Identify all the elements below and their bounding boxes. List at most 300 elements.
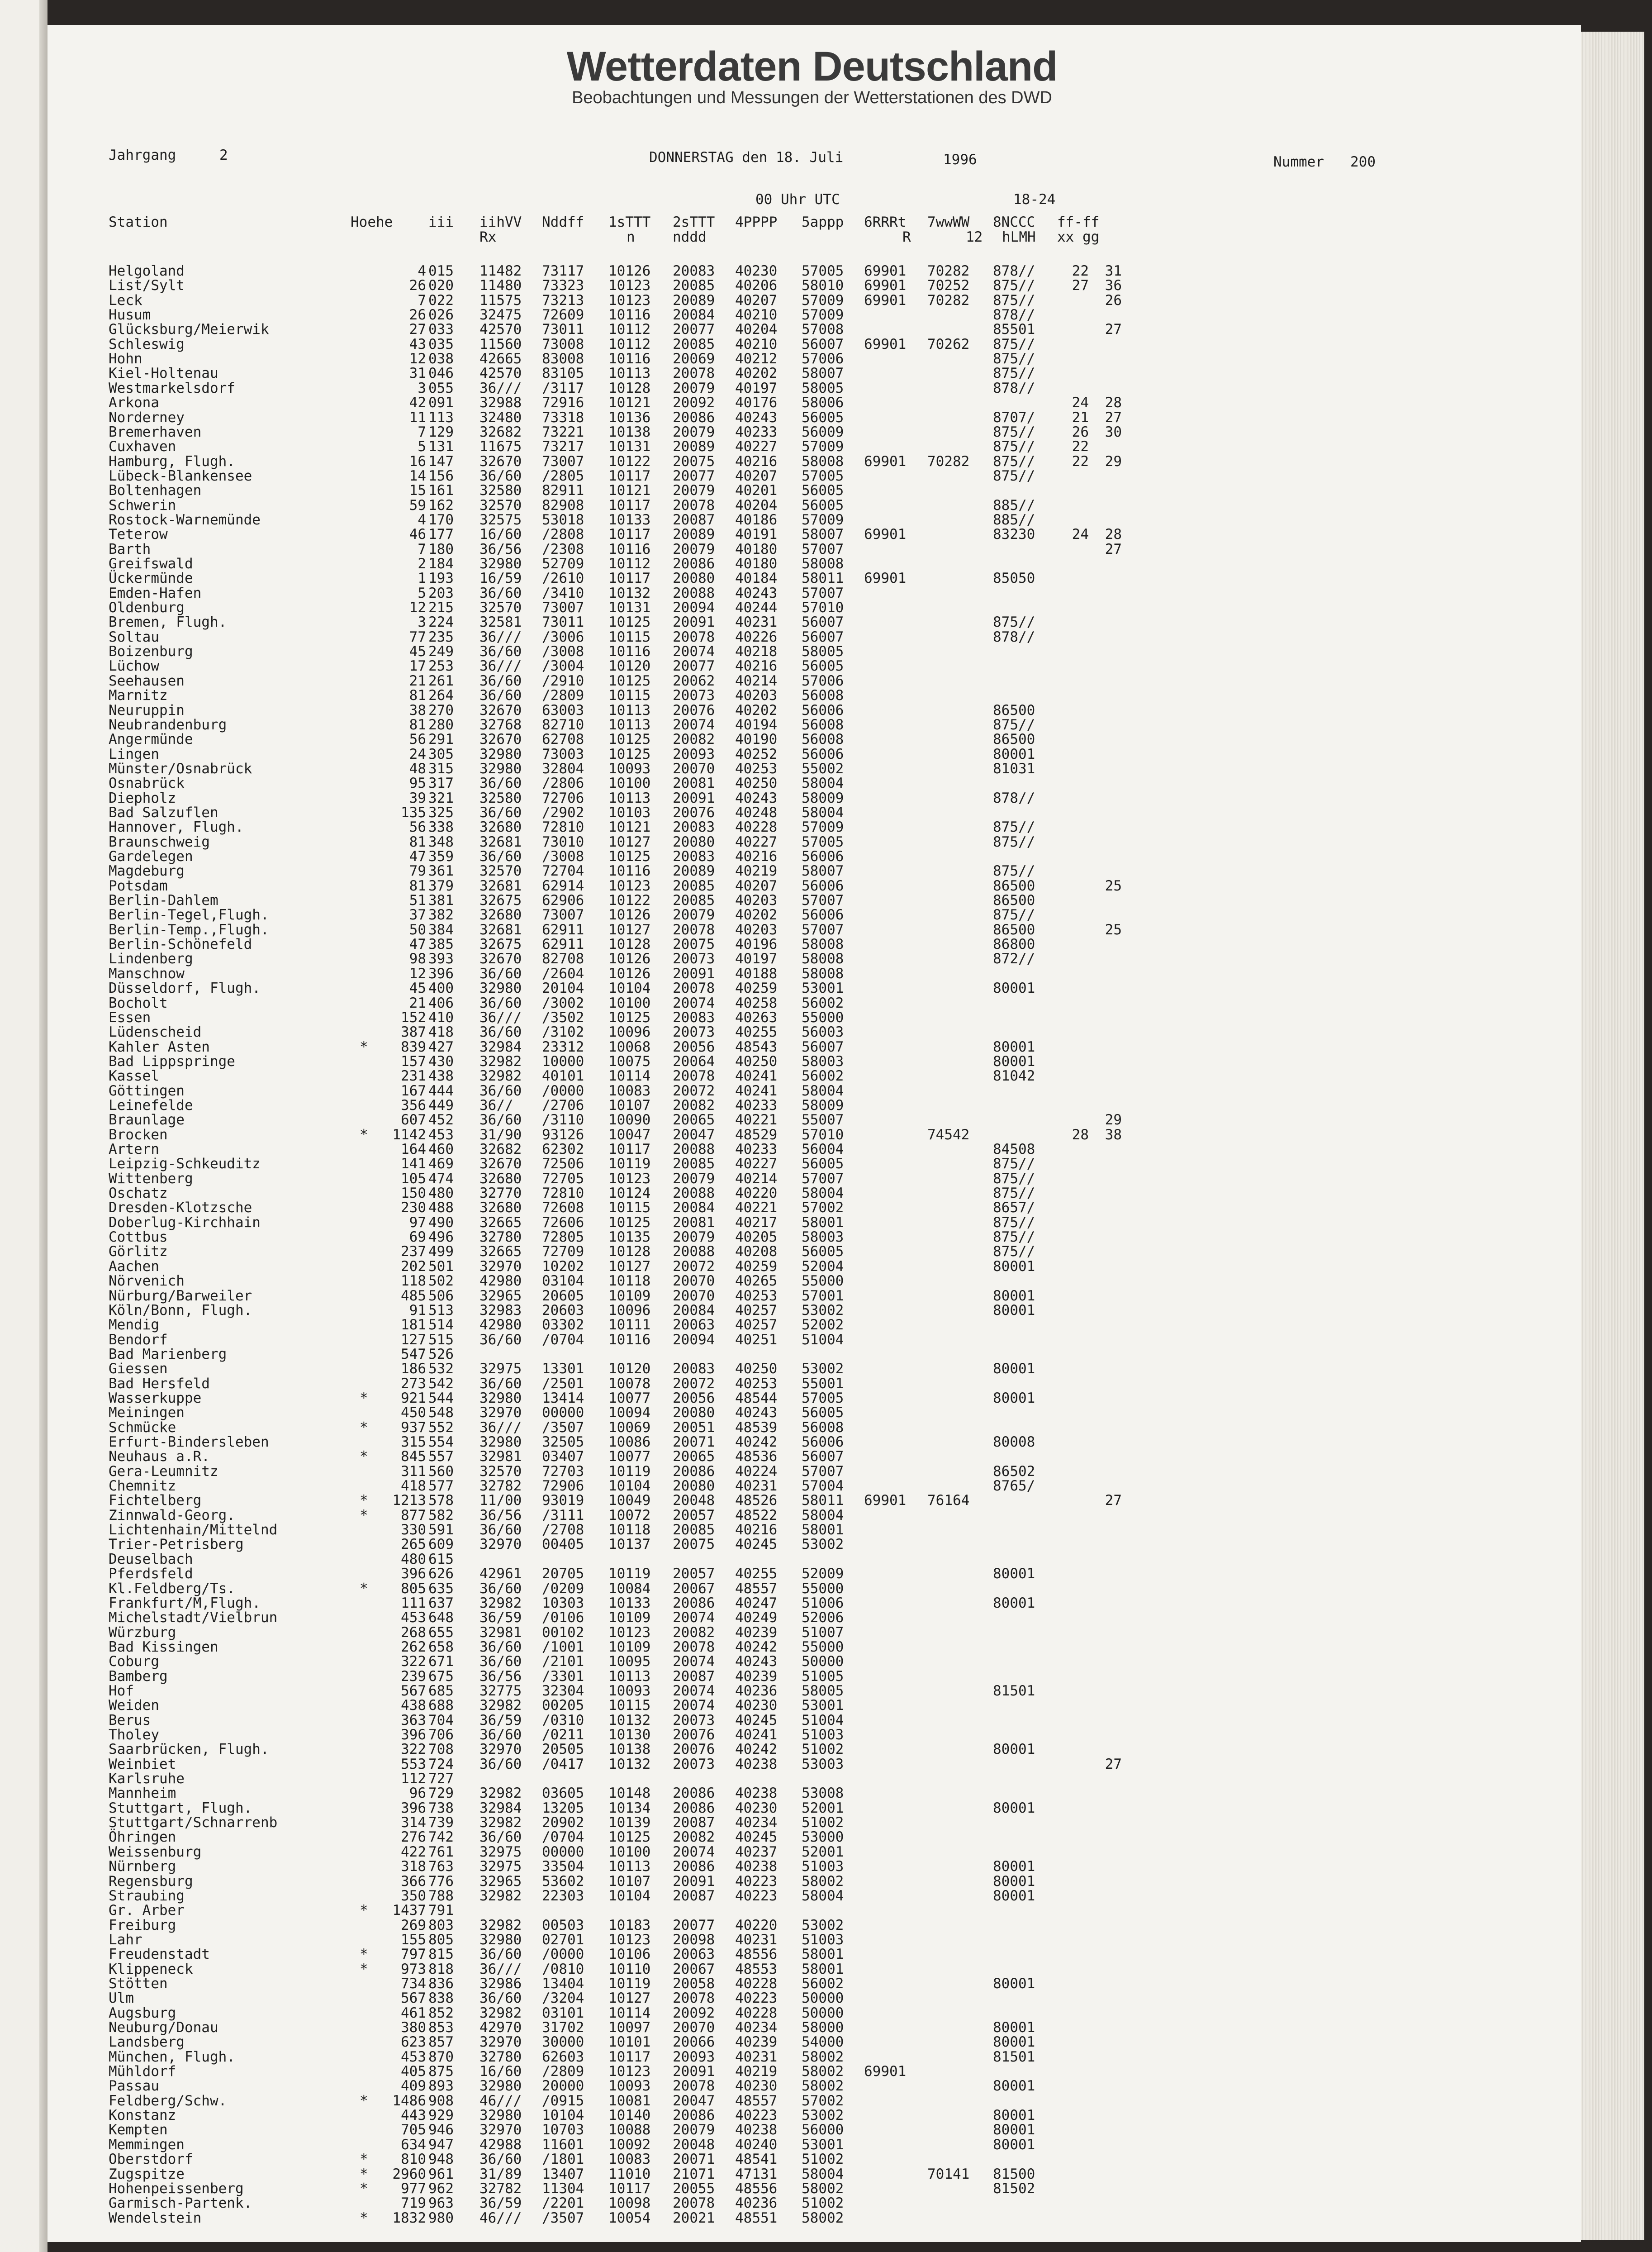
5appp-value: 57005 (802, 467, 844, 484)
2sttt-value: 20073 (673, 951, 715, 967)
iihvv-value: 32575 (479, 511, 522, 528)
2sttt-value: 20076 (673, 1741, 715, 1758)
iihvv-value: 36/60 (479, 1727, 522, 1743)
1sttt-value: 10078 (608, 1375, 651, 1392)
ff-gg-value: 38 (1105, 1126, 1122, 1143)
2sttt-value: 20089 (673, 438, 715, 455)
station-name: Straubing (109, 1887, 185, 1904)
7wwww-value: 70262 (927, 336, 970, 352)
iihvv-value: 32980 (479, 1390, 522, 1406)
nddff-value: 20605 (542, 1287, 584, 1304)
5appp-value: 57009 (802, 307, 844, 324)
station-name: Gardelegen (109, 848, 193, 865)
hoehe-value: 547 (401, 1346, 426, 1362)
iihvv-value: 11480 (479, 277, 522, 294)
2sttt-value: 20087 (673, 511, 715, 528)
1sttt-value: 10097 (608, 2019, 651, 2036)
station-name: Stuttgart, Flugh. (109, 1800, 252, 1816)
5appp-value: 58004 (802, 1887, 844, 1904)
nddff-value: 33504 (542, 1858, 584, 1875)
iihvv-value: 36// (479, 1097, 513, 1114)
station-name: Berlin-Schönefeld (109, 936, 252, 953)
1sttt-value: 10104 (608, 1478, 651, 1495)
4pppp-value: 40216 (735, 658, 778, 675)
1sttt-value: 10110 (608, 1961, 651, 1977)
station-name: Köln/Bonn, Flugh. (109, 1302, 252, 1319)
nddff-value: 73117 (542, 263, 584, 279)
alpine-marker: * (360, 1961, 368, 1977)
4pppp-value: 40203 (735, 892, 778, 909)
1sttt-value: 10117 (608, 1141, 651, 1157)
iihvv-value: 32680 (479, 907, 522, 924)
iii-value: 708 (428, 1741, 454, 1758)
1sttt-value: 10126 (608, 951, 651, 967)
5appp-value: 52009 (802, 1566, 844, 1582)
2sttt-value: 20094 (673, 1331, 715, 1348)
iihvv-value: 32975 (479, 1361, 522, 1377)
8nccc-value: 80001 (993, 1053, 1035, 1070)
5appp-value: 56008 (802, 1419, 844, 1436)
nddff-value: /3102 (542, 1024, 584, 1041)
4pppp-value: 40206 (735, 277, 778, 294)
1sttt-value: 10121 (608, 482, 651, 499)
iihvv-value: 32681 (479, 921, 522, 938)
5appp-value: 56006 (802, 1434, 844, 1450)
nddff-value: /0915 (542, 2092, 584, 2109)
1sttt-value: 10116 (608, 643, 651, 660)
iii-value: 224 (428, 614, 454, 631)
col-12: 12 (966, 229, 983, 245)
7wwww-value: 70141 (927, 2166, 970, 2182)
5appp-value: 53001 (802, 980, 844, 997)
2sttt-value: 20082 (673, 1624, 715, 1641)
alpine-marker: * (360, 1580, 368, 1597)
iihvv-value: 36/60 (479, 687, 522, 704)
station-name: Öhringen (109, 1829, 176, 1846)
5appp-value: 57007 (802, 585, 844, 601)
station-name: Hannover, Flugh. (109, 819, 244, 836)
station-name: Norderney (109, 409, 185, 426)
2sttt-value: 20082 (673, 1829, 715, 1846)
1sttt-value: 10077 (608, 1448, 651, 1465)
5appp-value: 58003 (802, 1053, 844, 1070)
4pppp-value: 40227 (735, 438, 778, 455)
1sttt-value: 10086 (608, 1434, 651, 1450)
5appp-value: 58001 (802, 1946, 844, 1963)
iihvv-value: 32682 (479, 1141, 522, 1157)
station-name: Berlin-Temp.,Flugh. (109, 921, 269, 938)
station-name: Göttingen (109, 1082, 185, 1099)
2sttt-value: 20085 (673, 892, 715, 909)
2sttt-value: 20073 (673, 1756, 715, 1772)
ff-gg-value: 29 (1105, 1112, 1122, 1128)
8nccc-value: 80001 (993, 1741, 1035, 1758)
iii-value: 980 (428, 2209, 454, 2226)
1sttt-value: 10093 (608, 760, 651, 777)
iihvv-value: 32965 (479, 1287, 522, 1304)
iihvv-value: 32982 (479, 1887, 522, 1904)
4pppp-value: 40243 (735, 585, 778, 601)
5appp-value: 57009 (802, 511, 844, 528)
5appp-value: 51002 (802, 2195, 844, 2212)
iii-value: 532 (428, 1361, 454, 1377)
station-name: Oberstdorf (109, 2151, 193, 2168)
iihvv-value: 36/60 (479, 775, 522, 792)
1sttt-value: 10114 (608, 1068, 651, 1085)
station-name: Stötten (109, 1975, 168, 1992)
iihvv-value: 32475 (479, 307, 522, 324)
iii-value: 526 (428, 1346, 454, 1362)
5appp-value: 57005 (802, 833, 844, 850)
1sttt-value: 10135 (608, 1229, 651, 1246)
nddff-value: /0704 (542, 1829, 584, 1846)
iii-value: 836 (428, 1975, 454, 1992)
2sttt-value: 20089 (673, 526, 715, 543)
station-name: Neuburg/Donau (109, 2019, 218, 2036)
4pppp-value: 40234 (735, 2019, 778, 2036)
2sttt-value: 20089 (673, 863, 715, 880)
hoehe-value: 4 (418, 263, 426, 279)
1sttt-value: 10116 (608, 863, 651, 880)
station-name: Hamburg, Flugh. (109, 453, 235, 470)
nddff-value: 72805 (542, 1229, 584, 1246)
4pppp-value: 40184 (735, 570, 778, 587)
station-name: Gera-Leumnitz (109, 1463, 218, 1480)
5appp-value: 58009 (802, 1097, 844, 1114)
1sttt-value: 10123 (608, 877, 651, 894)
4pppp-value: 40205 (735, 1229, 778, 1246)
1sttt-value: 10113 (608, 1858, 651, 1875)
2sttt-value: 20079 (673, 1229, 715, 1246)
2sttt-value: 20074 (673, 1697, 715, 1714)
8nccc-value: 80001 (993, 1858, 1035, 1875)
nddff-value: 82911 (542, 482, 584, 499)
station-name: Brocken (109, 1126, 168, 1143)
5appp-value: 50000 (802, 2004, 844, 2021)
1sttt-value: 10140 (608, 2107, 651, 2124)
5appp-value: 58010 (802, 277, 844, 294)
nddff-value: /2902 (542, 804, 584, 821)
5appp-value: 58008 (802, 453, 844, 470)
iii-value: 552 (428, 1419, 454, 1436)
2sttt-value: 20087 (673, 1814, 715, 1831)
5appp-value: 52006 (802, 1609, 844, 1626)
station-name: Soltau (109, 628, 159, 645)
2sttt-value: 20067 (673, 1580, 715, 1597)
nddff-value: /3117 (542, 380, 584, 396)
iihvv-value: 36/59 (479, 2195, 522, 2212)
1sttt-value: 10093 (608, 1682, 651, 1699)
2sttt-value: 20091 (673, 614, 715, 631)
hoehe-value: 380 (401, 2019, 426, 2036)
2sttt-value: 20076 (673, 1727, 715, 1743)
4pppp-value: 40239 (735, 1624, 778, 1641)
iihvv-value: 36/56 (479, 541, 522, 557)
4pppp-value: 40255 (735, 1566, 778, 1582)
4pppp-value: 40234 (735, 1814, 778, 1831)
nddff-value: 03605 (542, 1785, 584, 1802)
nddff-value: 73318 (542, 409, 584, 426)
5appp-value: 56008 (802, 687, 844, 704)
station-name: Dresden-Klotzsche (109, 1200, 252, 1216)
station-name: Bad Salzuflen (109, 804, 218, 821)
nddff-value: 73007 (542, 907, 584, 924)
5appp-value: 58005 (802, 380, 844, 396)
4pppp-value: 40228 (735, 1975, 778, 1992)
7wwww-value: 70282 (927, 292, 970, 309)
previous-page-sliver (0, 0, 47, 2252)
nddff-value: 10000 (542, 1053, 584, 1070)
nddff-value: 13407 (542, 2166, 584, 2182)
hoehe-value: 322 (401, 1741, 426, 1758)
1sttt-value: 10123 (608, 1624, 651, 1641)
2sttt-value: 20084 (673, 307, 715, 324)
iii-value: 215 (428, 600, 454, 616)
2sttt-value: 20070 (673, 1273, 715, 1290)
hoehe-value: 181 (401, 1317, 426, 1333)
8nccc-value: 875// (993, 1156, 1035, 1172)
iii-value: 582 (428, 1507, 454, 1524)
1sttt-value: 10107 (608, 1097, 651, 1114)
iii-value: 729 (428, 1785, 454, 1802)
iii-value: 264 (428, 687, 454, 704)
hoehe-value: 387 (401, 1024, 426, 1041)
4pppp-value: 40243 (735, 409, 778, 426)
nddff-value: 00000 (542, 1405, 584, 1421)
4pppp-value: 40242 (735, 1638, 778, 1655)
iii-value: 724 (428, 1756, 454, 1772)
iii-value: 410 (428, 1009, 454, 1026)
station-name: Augsburg (109, 2004, 176, 2021)
iihvv-value: 36/60 (479, 1024, 522, 1041)
2sttt-value: 20088 (673, 585, 715, 601)
iii-value: 815 (428, 1946, 454, 1963)
iii-value: 514 (428, 1317, 454, 1333)
iihvv-value: 32986 (479, 1975, 522, 1992)
iii-value: 803 (428, 1917, 454, 1933)
8nccc-value: 875// (993, 424, 1035, 440)
8nccc-value: 875// (993, 1185, 1035, 1202)
8nccc-value: 80001 (993, 1873, 1035, 1890)
7wwww-value: 70252 (927, 277, 970, 294)
1sttt-value: 10113 (608, 716, 651, 733)
station-name: Lahr (109, 1931, 142, 1948)
8nccc-value: 885// (993, 497, 1035, 514)
8nccc-value: 85501 (993, 321, 1035, 338)
5appp-value: 51005 (802, 1668, 844, 1685)
iihvv-value: 36/60 (479, 1522, 522, 1538)
1sttt-value: 10125 (608, 1214, 651, 1231)
ff-gg-value: 31 (1105, 263, 1122, 279)
hoehe-value: 231 (401, 1068, 426, 1085)
2sttt-value: 21071 (673, 2166, 715, 2182)
hoehe-value: 12 (409, 351, 426, 367)
iii-value: 162 (428, 497, 454, 514)
nummer-label: Nummer (1273, 154, 1324, 170)
hoehe-value: 366 (401, 1873, 426, 1890)
iii-value: 591 (428, 1522, 454, 1538)
col-hlmh: hLMH (1002, 229, 1036, 245)
iihvv-value: 36/56 (479, 1507, 522, 1524)
iii-value: 427 (428, 1038, 454, 1055)
station-name: Bad Kissingen (109, 1638, 218, 1655)
2sttt-value: 20079 (673, 1170, 715, 1187)
ff-xx-value: 22 (1072, 453, 1089, 470)
4pppp-value: 40221 (735, 1112, 778, 1128)
nddff-value: /0310 (542, 1712, 584, 1728)
iii-value: 203 (428, 585, 454, 601)
nddff-value: 00503 (542, 1917, 584, 1933)
5appp-value: 58004 (802, 1185, 844, 1202)
4pppp-value: 40231 (735, 614, 778, 631)
4pppp-value: 40238 (735, 2122, 778, 2138)
1sttt-value: 10098 (608, 2195, 651, 2212)
8nccc-value: 875// (993, 833, 1035, 850)
1sttt-value: 10128 (608, 380, 651, 396)
2sttt-value: 20057 (673, 1566, 715, 1582)
1sttt-value: 10116 (608, 1331, 651, 1348)
8nccc-value: 80001 (993, 2078, 1035, 2095)
1sttt-value: 10123 (608, 292, 651, 309)
1sttt-value: 10119 (608, 1463, 651, 1480)
hoehe-value: 42 (409, 395, 426, 411)
1sttt-value: 10100 (608, 1843, 651, 1860)
2sttt-value: 20077 (673, 321, 715, 338)
iihvv-value: 32982 (479, 1068, 522, 1085)
2sttt-value: 20083 (673, 263, 715, 279)
nddff-value: 10104 (542, 2107, 584, 2124)
iihvv-value: 32665 (479, 1214, 522, 1231)
nddff-value: 73003 (542, 746, 584, 762)
2sttt-value: 20080 (673, 1405, 715, 1421)
1sttt-value: 10094 (608, 1405, 651, 1421)
1sttt-value: 10133 (608, 511, 651, 528)
iihvv-value: 36/// (479, 1419, 522, 1436)
5appp-value: 51007 (802, 1624, 844, 1641)
hoehe-value: 97 (409, 1214, 426, 1231)
nddff-value: 73011 (542, 614, 584, 631)
1sttt-value: 10113 (608, 790, 651, 806)
iihvv-value: 42570 (479, 365, 522, 382)
2sttt-value: 20092 (673, 2004, 715, 2021)
1sttt-value: 10126 (608, 907, 651, 924)
iii-value: 685 (428, 1682, 454, 1699)
5appp-value: 58002 (802, 2078, 844, 2095)
iihvv-value: 42970 (479, 2019, 522, 2036)
5appp-value: 58001 (802, 1522, 844, 1538)
hoehe-value: 51 (409, 892, 426, 909)
8nccc-value: 81501 (993, 1682, 1035, 1699)
iihvv-value: 36/56 (479, 1668, 522, 1685)
iii-value: 648 (428, 1609, 454, 1626)
iii-value: 180 (428, 541, 454, 557)
4pppp-value: 40233 (735, 1141, 778, 1157)
4pppp-value: 48543 (735, 1038, 778, 1055)
station-name: Nürburg/Barweiler (109, 1287, 252, 1304)
2sttt-value: 20080 (673, 1478, 715, 1495)
6rrrt-value: 69901 (864, 526, 907, 543)
nddff-value: 73217 (542, 438, 584, 455)
iii-value: 805 (428, 1931, 454, 1948)
hoehe-value: 69 (409, 1229, 426, 1246)
hoehe-value: 12 (409, 965, 426, 982)
iihvv-value: 32982 (479, 1785, 522, 1802)
2sttt-value: 20098 (673, 1931, 715, 1948)
iii-value: 738 (428, 1800, 454, 1816)
hoehe-value: 45 (409, 643, 426, 660)
station-name: Berlin-Dahlem (109, 892, 218, 909)
nddff-value: 13205 (542, 1800, 584, 1816)
2sttt-value: 20082 (673, 1097, 715, 1114)
iii-value: 022 (428, 292, 454, 309)
8nccc-value: 80001 (993, 1361, 1035, 1377)
iihvv-value: 36/60 (479, 1990, 522, 2007)
iii-value: 560 (428, 1463, 454, 1480)
hoehe-value: 262 (401, 1638, 426, 1655)
8nccc-value: 80001 (993, 1566, 1035, 1582)
hoehe-value: 230 (401, 1200, 426, 1216)
iihvv-value: 36/59 (479, 1609, 522, 1626)
hoehe-value: 127 (401, 1331, 426, 1348)
iii-value: 875 (428, 2063, 454, 2080)
8nccc-value: 86502 (993, 1463, 1035, 1480)
nddff-value: 62708 (542, 731, 584, 748)
hoehe-value: 405 (401, 2063, 426, 2080)
hoehe-value: 269 (401, 1917, 426, 1933)
nddff-value: 53602 (542, 1873, 584, 1890)
hoehe-value: 396 (401, 1566, 426, 1582)
5appp-value: 57009 (802, 292, 844, 309)
station-name: Frankfurt/M,Flugh. (109, 1595, 261, 1611)
iii-value: 361 (428, 863, 454, 880)
4pppp-value: 40214 (735, 672, 778, 689)
4pppp-value: 40238 (735, 1858, 778, 1875)
hoehe-value: 45 (409, 980, 426, 997)
1sttt-value: 10111 (608, 1317, 651, 1333)
iihvv-value: 36/60 (479, 672, 522, 689)
station-name: Schmücke (109, 1419, 176, 1436)
iii-value: 542 (428, 1375, 454, 1392)
nddff-value: /2808 (542, 526, 584, 543)
station-name: Kiel-Holtenau (109, 365, 218, 382)
4pppp-value: 40218 (735, 643, 778, 660)
1sttt-value: 10083 (608, 1082, 651, 1099)
5appp-value: 58003 (802, 1229, 844, 1246)
5appp-value: 57002 (802, 1200, 844, 1216)
station-name: Lingen (109, 746, 159, 762)
2sttt-value: 20076 (673, 804, 715, 821)
5appp-value: 56006 (802, 877, 844, 894)
2sttt-value: 20073 (673, 1024, 715, 1041)
station-name: Schleswig (109, 336, 185, 352)
nddff-value: /2708 (542, 1522, 584, 1538)
hoehe-value: 453 (401, 2048, 426, 2065)
nddff-value: 72709 (542, 1243, 584, 1260)
hoehe-value: 5 (418, 438, 426, 455)
iii-value: 946 (428, 2122, 454, 2138)
8nccc-value: 80001 (993, 2019, 1035, 2036)
station-name: Leipzig-Schkeuditz (109, 1156, 261, 1172)
station-name: Glücksburg/Meierwik (109, 321, 269, 338)
ff-gg-value: 26 (1105, 292, 1122, 309)
8nccc-value: 80008 (993, 1434, 1035, 1450)
station-name: Lübeck-Blankensee (109, 467, 252, 484)
iihvv-value: 32981 (479, 1624, 522, 1641)
hoehe-value: 91 (409, 1302, 426, 1319)
5appp-value: 53001 (802, 2136, 844, 2153)
iii-value: 853 (428, 2019, 454, 2036)
2sttt-value: 20078 (673, 2078, 715, 2095)
